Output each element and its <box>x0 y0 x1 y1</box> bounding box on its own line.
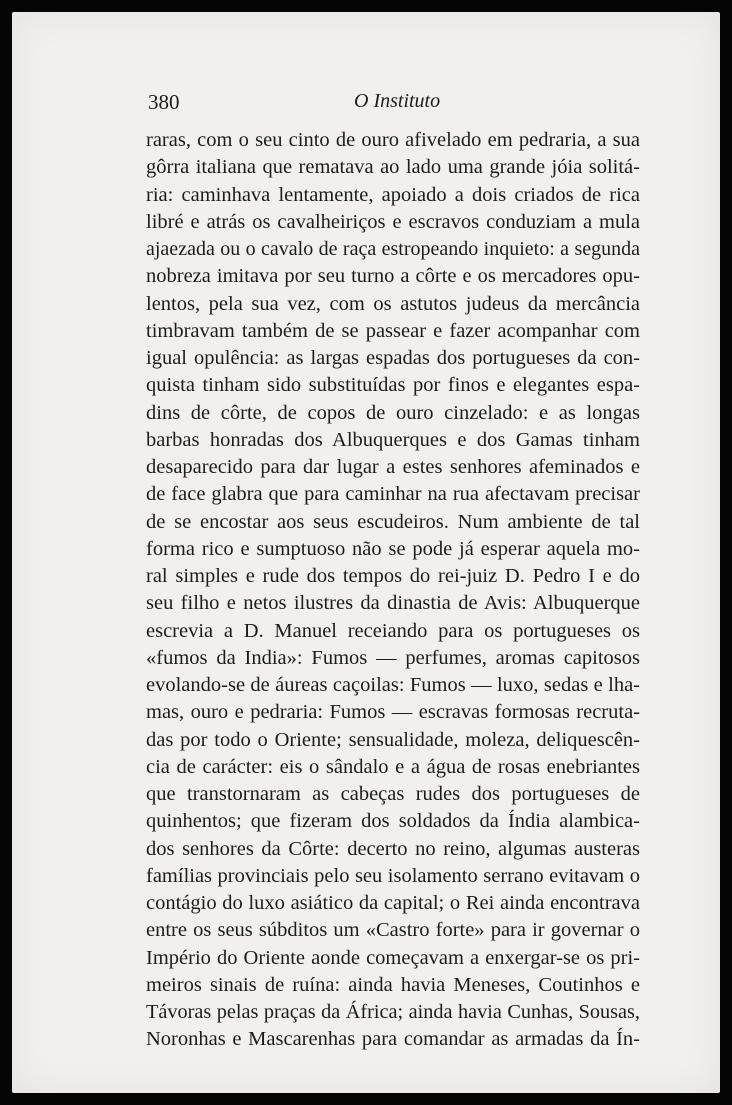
text-line: desaparecido para dar lugar a estes senhores afeminados e <box>146 456 640 478</box>
text-line: que transtornaram as cabeças rudes dos portugueses de <box>146 783 640 805</box>
text-line: entre os seus súbditos um «Castro forte» para ir governar o <box>146 919 640 942</box>
text-line: timbravam também de se passear e fazer acompanhar com <box>146 319 640 342</box>
text-line: igual opulência: as largas espadas dos portugueses da con- <box>146 347 640 369</box>
text-line: Távoras pelas praças da África; ainda havia Cunhas, Sousas, <box>146 1001 640 1023</box>
text-line: evolando-se de áureas caçoilas: Fumos — luxo, sedas e lha- <box>146 674 640 696</box>
text-line: dins de côrte, de copos de ouro cinzelado: e as longas <box>146 401 640 424</box>
text-line: Noronhas e Mascarenhas para comandar as armadas da Ín- <box>146 1028 640 1051</box>
text-line: «fumos da India»: Fumos — perfumes, aromas capitosos <box>146 646 640 669</box>
text-line: mas, ouro e pedraria: Fumos — escravas formosas recruta- <box>146 701 640 724</box>
text-line: cia de carácter: eis o sândalo e a água de rosas enebriantes <box>146 755 640 778</box>
text-line: ajaezada ou o cavalo de raça estropeando inquieto: a segunda <box>146 238 640 260</box>
text-line: famílias provinciais pelo seu isolamento serrano evitavam o <box>146 864 640 887</box>
text-line: escrevia a D. Manuel receiando para os portugueses os <box>146 619 640 642</box>
text-line: forma rico e sumptuoso não se pode já esperar aquela mo- <box>146 537 640 560</box>
text-line: ral simples e rude dos tempos do rei-juiz D. Pedro I e do <box>146 565 640 587</box>
page-number: 380 <box>148 90 180 114</box>
text-line: Império do Oriente aonde começavam a enxergar-se os pri- <box>146 946 640 969</box>
text-line: meiros sinais de ruína: ainda havia Meneses, Coutinhos e <box>146 973 640 996</box>
text-line: contágio do luxo asiático da capital; o Rei ainda encontrava <box>146 892 640 914</box>
body-text <box>146 127 640 1054</box>
text-line: nobreza imitava por seu turno a côrte e os mercadores opu- <box>146 265 640 288</box>
text-line: quinhentos; que fizeram dos soldados da Índia alambica- <box>146 810 640 833</box>
text-line: de se encostar aos seus escudeiros. Num ambiente de tal <box>146 510 640 533</box>
text-line: quista tinham sido substituídas por finos e elegantes espa- <box>146 374 640 397</box>
book-page <box>12 12 720 1093</box>
text-line: ria: caminhava lentamente, apoiado a dois criados de rica <box>146 183 640 206</box>
text-line: libré e atrás os cavalheiriços e escravos conduziam a mula <box>146 210 640 233</box>
text-line: barbas honradas dos Albuquerques e dos Gamas tinham <box>146 428 640 451</box>
text-line: das por todo o Oriente; sensualidade, moleza, deliquescên- <box>146 728 640 751</box>
text-line: gôrra italiana que rematava ao lado uma grande jóia solitá- <box>146 156 640 179</box>
text-line: seu filho e netos ilustres da dinastia de Avis: Albuquerque <box>146 592 640 615</box>
text-line: lentos, pela sua vez, com os astutos judeus da mercância <box>146 292 640 315</box>
text-line: raras, com o seu cinto de ouro afivelado em pedraria, a sua <box>146 129 640 151</box>
running-title: O Instituto <box>354 90 441 112</box>
text-line: dos senhores da Côrte: decerto no reino, algumas austeras <box>146 837 640 860</box>
text-line: de face glabra que para caminhar na rua afectavam precisar <box>146 483 640 506</box>
